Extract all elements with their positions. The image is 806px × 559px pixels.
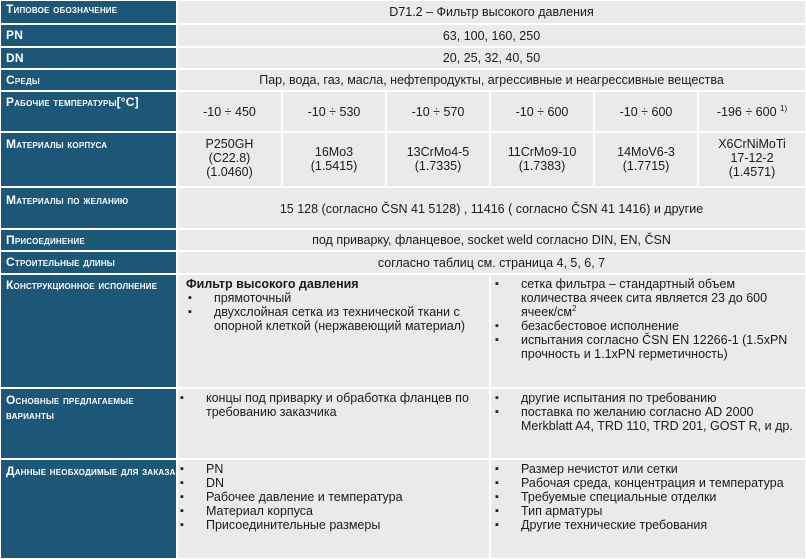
design-left [178, 275, 489, 387]
material-name: X6CrNiMoTi [718, 137, 786, 151]
list-item: ▪ Размер нечистот или сетки [493, 462, 801, 476]
label-order-data: Данные необходимые для заказа [1, 460, 176, 558]
list-item: ▪ прямоточный [186, 291, 485, 305]
material-number: (1.5415) [310, 159, 358, 173]
material-name: 16Mo3 [314, 145, 354, 159]
material-cell [178, 133, 281, 186]
temp-cell: -10 ÷ 450 [178, 92, 281, 131]
mesh-text: сетка фильтра – стандартный объем количества ячеек сита является 23 до 600 ячеек/см [521, 277, 768, 319]
design-heading: Фильтр высокого давления [186, 277, 359, 291]
value-dn: 20, 25, 32, 40, 50 [178, 48, 805, 68]
temp-footnote: 1) [780, 103, 788, 113]
temp-value: -196 ÷ 600 [716, 105, 777, 119]
label-pn: PN [1, 25, 176, 46]
list-item: ▪ двухслойная сетка из технической ткани с опорной клеткой (нержавеющий материал) [186, 305, 485, 333]
temperatures-cells [178, 92, 805, 131]
value-pn: 63, 100, 160, 250 [178, 25, 805, 46]
temp-cell-last [699, 92, 805, 131]
material-name: 11CrMo9-10 [507, 145, 577, 159]
material-number: (1.7715) [622, 159, 670, 173]
material-name: 14MoV6-3 [617, 145, 675, 159]
order-left [178, 460, 489, 558]
list-item: ▪ Рабочее давление и температура [178, 490, 485, 504]
material-number: (1.4571) [728, 165, 776, 179]
mesh-unit-sup: 2 [571, 303, 577, 313]
material-number: (1.7383) [518, 159, 566, 173]
material-cell [491, 133, 593, 186]
list-item: ▪ DN [178, 476, 485, 490]
label-variants: Основные предлагаемые варианты [1, 389, 176, 458]
material-number: (1.7335) [414, 159, 462, 173]
label-optional-materials: Материалы по желанию [1, 188, 176, 228]
list-item: ▪ PN [178, 462, 485, 476]
value-connection: под приварку, фланцевое, socket weld согласно DIN, EN, ČSN [178, 230, 805, 250]
temp-cell: -10 ÷ 600 [491, 92, 593, 131]
label-connection: Присоединение [1, 230, 176, 250]
label-media: Среды [1, 70, 176, 90]
label-body-materials: Материалы корпуса [1, 133, 176, 186]
material-cell [699, 133, 805, 186]
variants-left [178, 389, 489, 458]
list-item: ▪ безасбестовое исполнение [493, 319, 801, 333]
value-designation: D71.2 – Фильтр высокого давления [178, 1, 805, 23]
label-design: Конструкционное исполнение [1, 275, 176, 387]
list-item: ▪ Присоединительные размеры [178, 518, 485, 532]
material-cell [387, 133, 489, 186]
temp-cell: -10 ÷ 600 [595, 92, 697, 131]
label-dn: DN [1, 48, 176, 68]
material-cell [595, 133, 697, 186]
temp-cell: -10 ÷ 530 [283, 92, 385, 131]
design-right [491, 275, 805, 387]
list-item: ▪ Тип арматуры [493, 504, 801, 518]
label-lengths: Строительные длины [1, 252, 176, 273]
list-item: ▪ концы под приварку и обработка фланцев по требованию заказчика [178, 391, 485, 419]
label-temperatures: Рабочие температуры[°C] [1, 92, 176, 131]
list-item: ▪ Требуемые специальные отделки [493, 490, 801, 504]
value-media: Пар, вода, газ, масла, нефтепродукты, агрессивные и неагрессивные вещества [178, 70, 805, 90]
value-lengths: согласно таблиц см. страница 4, 5, 6, 7 [178, 252, 805, 273]
material-cell [283, 133, 385, 186]
list-item: ▪ Материал корпуса [178, 504, 485, 518]
materials-cells [178, 133, 805, 186]
list-item: ▪ Другие технические требования [493, 518, 801, 532]
variants-right [491, 389, 805, 458]
design-cells [178, 275, 805, 387]
list-item: ▪ другие испытания по требованию [493, 391, 801, 405]
material-name: P250GH [205, 137, 254, 151]
temp-cell: -10 ÷ 570 [387, 92, 489, 131]
list-item [493, 277, 801, 319]
list-item: ▪ испытания согласно ČSN EN 12266-1 (1.5xPN прочность и 1.1xPN герметичность) [493, 333, 801, 361]
list-item: ▪ Рабочая среда, концентрация и температура [493, 476, 801, 490]
material-name: 13CrMo4-5 [406, 145, 470, 159]
order-cells [178, 460, 805, 558]
label-designation: Типовое обозначение [1, 1, 176, 23]
order-right [491, 460, 805, 558]
material-code: 17-12-2 [730, 151, 774, 165]
value-optional-materials: 15 128 (согласно ČSN 41 5128) , 11416 ( согласно ČSN 41 1416) и другие [178, 188, 805, 228]
variants-cells [178, 389, 805, 458]
material-code: (C22.8) [208, 151, 251, 165]
list-item: ▪ поставка по желанию согласно AD 2000 Merkblatt A4, TRD 110, TRD 201, GOST R, и др. [493, 405, 801, 433]
material-number: (1.0460) [206, 165, 253, 179]
